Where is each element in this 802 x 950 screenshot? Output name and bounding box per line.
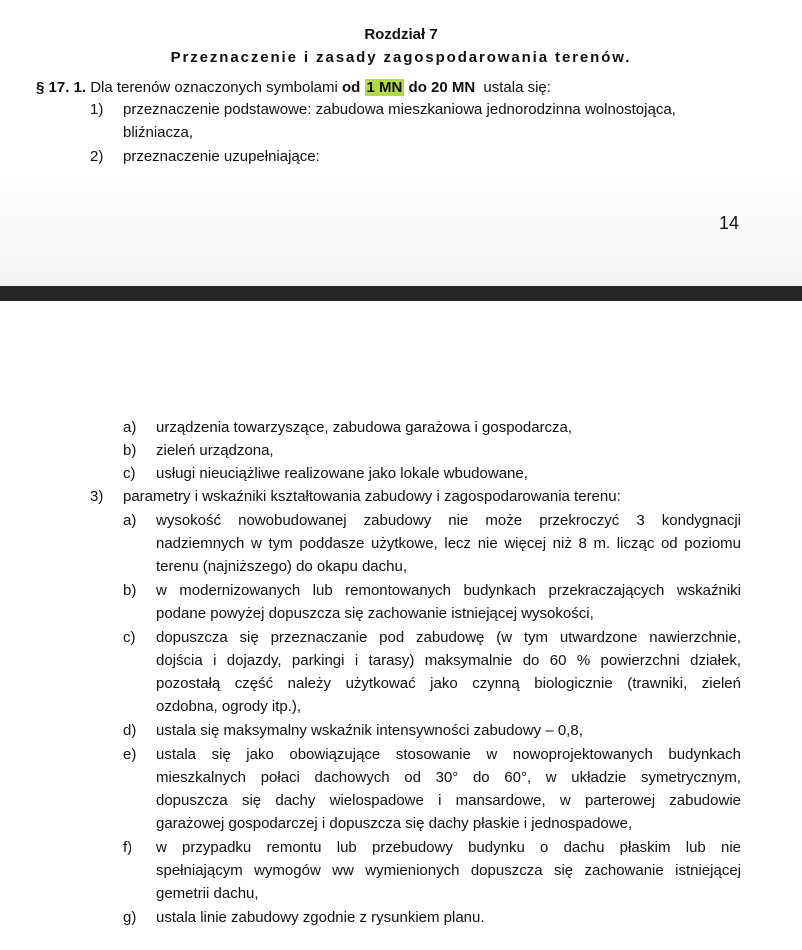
to-symbol: do 20 MN <box>408 79 476 96</box>
subitem-line: gemetrii dachu, <box>156 885 259 902</box>
item-1-line-1: przeznaczenie podstawowe: zabudowa mieszkaniowa jednorodzinna wolnostojąca, <box>123 101 676 118</box>
subitem-letter: b) <box>123 582 137 599</box>
subitem-text: usługi nieuciążliwe realizowane jako lokale wbudowane, <box>156 465 528 482</box>
item-number: 3) <box>90 488 104 505</box>
subitem-text: urządzenia towarzyszące, zabudowa garażowa i gospodarcza, <box>156 419 573 436</box>
subitem-line: dojścia i dojazdy, parkingi i tarasy) maksymalnie do 60 % powierzchni działek, <box>156 652 741 669</box>
chapter-subtitle: Przeznaczenie i zasady zagospodarowania terenów. <box>170 49 632 66</box>
subitem-letter: a) <box>123 512 137 529</box>
page-number: 14 <box>719 213 740 233</box>
subitem-line: dopuszcza się dachy wielospadowe i mansardowe, w parterowej zabudowie <box>156 792 741 809</box>
subitem-letter: g) <box>123 909 137 926</box>
section-tail: ustala się: <box>483 79 551 96</box>
item-2-line-1: przeznaczenie uzupełniające: <box>123 148 320 165</box>
subitem-line: spełniającym wymogów ww wymienionych dopuszcza się zachowanie istniejącej <box>156 862 741 879</box>
subitem-line: ustala linie zabudowy zgodnie z rysunkiem planu. <box>156 909 485 926</box>
subitem-letter: b) <box>123 442 137 459</box>
item-3-text: parametry i wskaźniki kształtowania zabudowy i zagospodarowania terenu: <box>123 488 621 505</box>
section-intro-text: Dla terenów oznaczonych symbolami <box>90 79 338 96</box>
item-1-line-2: bliźniacza, <box>123 124 194 141</box>
subitem-line: dopuszcza się przeznaczanie pod zabudowę (w tym utwardzone nawierzchnie, <box>156 629 741 646</box>
subitem-line: wysokość nowobudowanej zabudowy nie może przekroczyć 3 kondygnacji <box>156 512 741 529</box>
section-17-intro <box>36 76 551 99</box>
subitem-line: w modernizowanych lub remontowanych budynkach przekraczających wskaźniki <box>156 582 741 599</box>
subitem-line: w przypadku remontu lub przebudowy budynku o dachu płaskim lub nie <box>156 839 741 856</box>
subitem-line: ozdobna, ogrody itp.), <box>156 698 302 715</box>
subitem-line: nadziemnych w tym poddasze użytkowe, lecz nie więcej niż 8 m. licząc od poziomu <box>156 535 741 552</box>
subitem-line: pozostałą część należy użytkować jako czynną biologicznie (trawniki, zieleń <box>156 675 741 692</box>
subitem-letter: c) <box>123 465 136 482</box>
subitem-line: ustala się jako obowiązujące stosowanie w nowoprojektowanych budynkach <box>156 746 741 763</box>
subitem-letter: c) <box>123 629 136 646</box>
item-number: 1) <box>90 101 104 118</box>
item-number: 2) <box>90 148 104 165</box>
subitem-line: ustala się maksymalny wskaźnik intensywności zabudowy – 0,8, <box>156 722 583 739</box>
subitem-line: podane powyżej dopuszcza się zachowanie istniejącej wysokości, <box>156 605 594 622</box>
subitem-line: terenu (najniższego) do okapu dachu, <box>156 558 408 575</box>
subitem-text: zieleń urządzona, <box>156 442 274 459</box>
subitem-letter: d) <box>123 722 137 739</box>
section-number: § 17. 1. <box>36 79 87 96</box>
page-divider <box>0 286 802 301</box>
subitem-line: garażowej gospodarczej i dopuszcza się dachy płaskie i jednospadowe, <box>156 815 633 832</box>
from-word: od <box>342 79 361 96</box>
subitem-line: mieszkalnych połaci dachowych od 30° do 60°, w układzie symetrycznym, <box>156 769 741 786</box>
subitem-letter: e) <box>123 746 137 763</box>
chapter-label: Rozdział 7 <box>364 26 438 43</box>
subitem-letter: f) <box>123 839 133 856</box>
subitem-letter: a) <box>123 419 137 436</box>
highlighted-symbol: 1 MN <box>366 79 403 96</box>
